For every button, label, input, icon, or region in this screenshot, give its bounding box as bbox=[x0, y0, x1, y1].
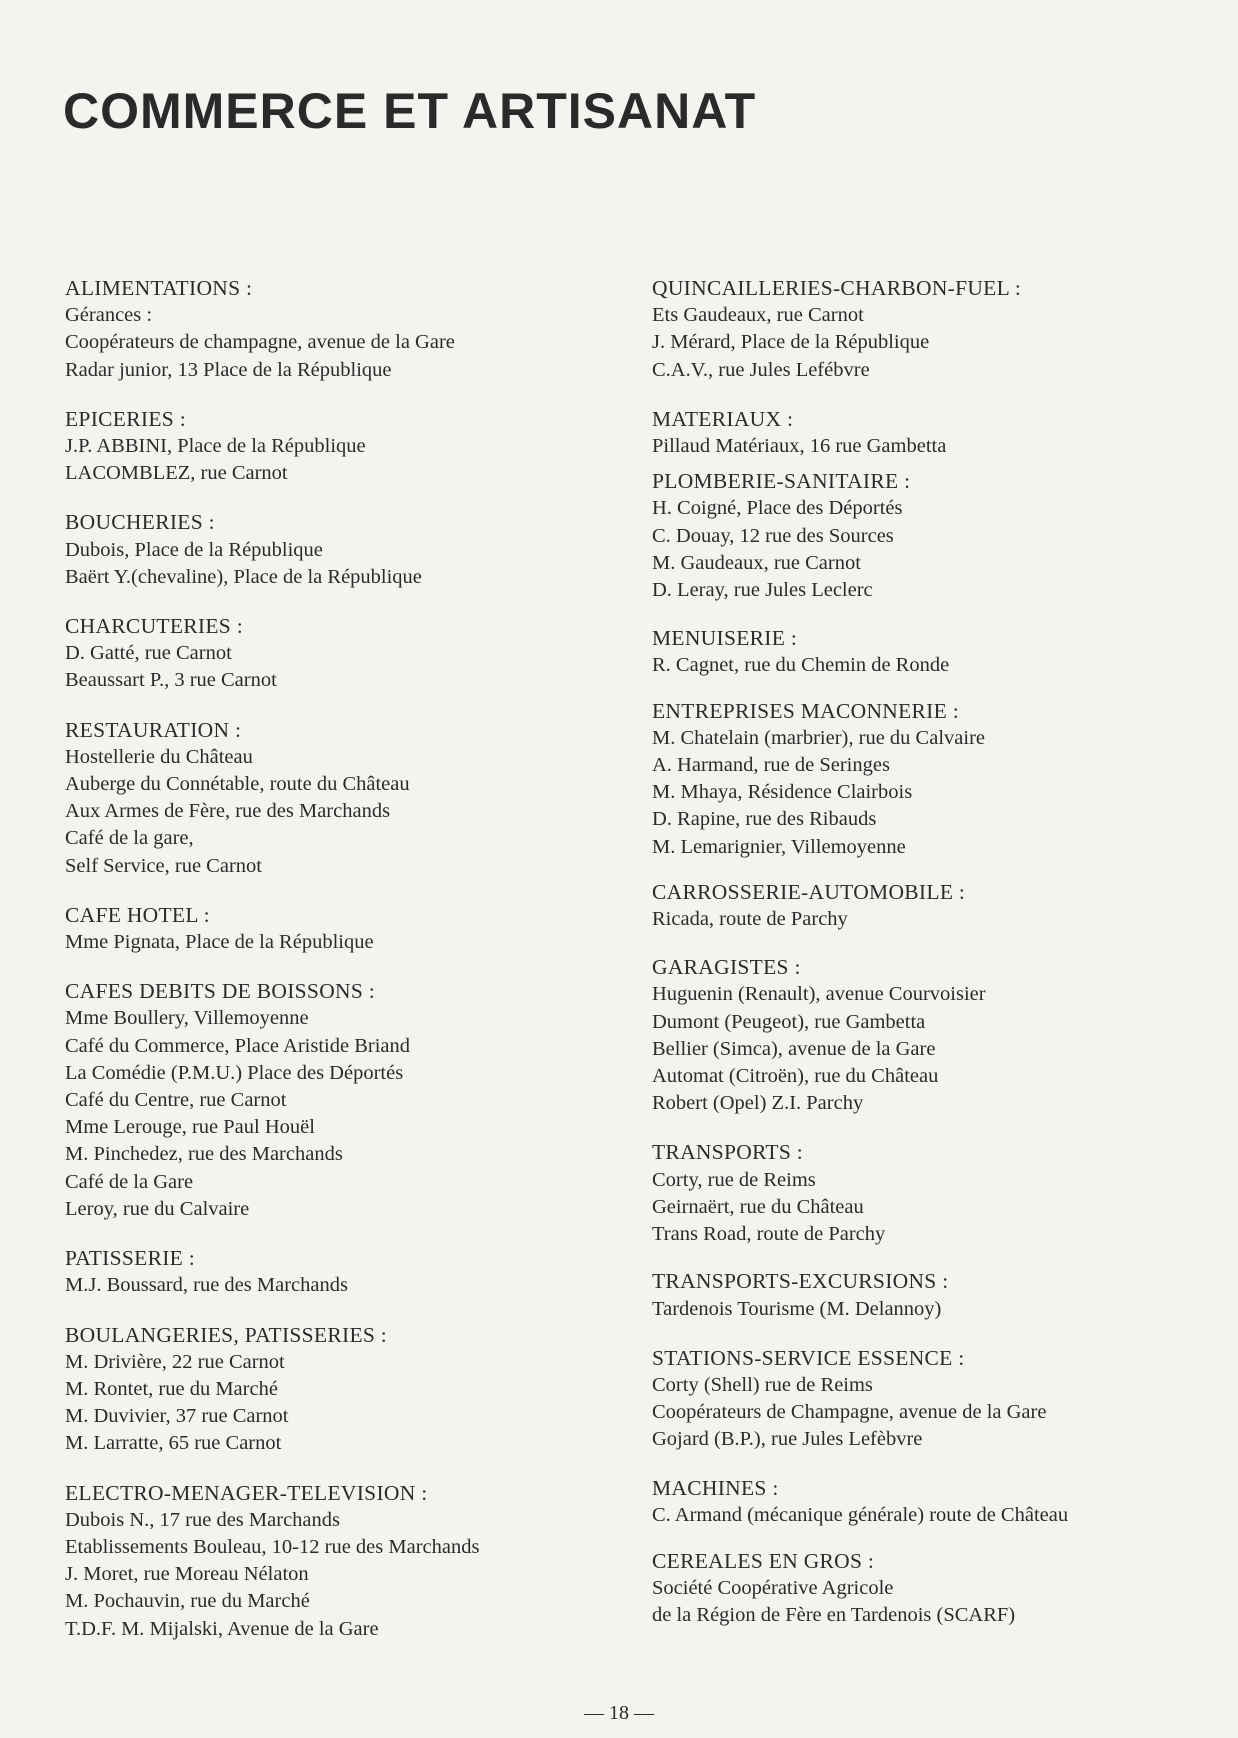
section-heading: PLOMBERIE-SANITAIRE : bbox=[652, 469, 911, 494]
list-item: de la Région de Fère en Tardenois (SCARF) bbox=[652, 1604, 1016, 1627]
list-item: Auberge du Connétable, route du Château bbox=[65, 773, 410, 796]
section-heading: GARAGISTES : bbox=[652, 955, 801, 980]
left-column bbox=[65, 275, 625, 1643]
list-item: M.J. Boussard, rue des Marchands bbox=[65, 1274, 348, 1297]
section-heading: MATERIAUX : bbox=[652, 406, 794, 431]
list-item: Société Coopérative Agricole bbox=[652, 1577, 894, 1600]
section-heading: ALIMENTATIONS : bbox=[65, 276, 253, 300]
list-item: A. Harmand, rue de Seringes bbox=[652, 754, 890, 777]
list-item: Café de la gare, bbox=[65, 827, 194, 850]
section bbox=[652, 625, 1212, 679]
list-item: Coopérateurs de champagne, avenue de la Gare bbox=[65, 331, 455, 354]
section-heading: RESTAURATION : bbox=[65, 717, 242, 742]
section bbox=[65, 902, 625, 956]
list-item: M. Gaudeaux, rue Carnot bbox=[652, 551, 861, 574]
section bbox=[652, 1139, 1212, 1248]
list-item: Huguenin (Renault), avenue Courvoisier bbox=[652, 983, 986, 1006]
section-heading: ENTREPRISES MACONNERIE : bbox=[652, 698, 960, 723]
section-heading: CHARCUTERIES : bbox=[65, 614, 244, 639]
list-item: Corty, rue de Reims bbox=[652, 1168, 816, 1191]
section bbox=[652, 879, 1212, 933]
list-item: J.P. ABBINI, Place de la République bbox=[65, 435, 366, 458]
list-item: M. Lemarignier, Villemoyenne bbox=[652, 835, 906, 858]
list-item: Self Service, rue Carnot bbox=[65, 854, 262, 877]
section-heading: PATISSERIE : bbox=[65, 1246, 196, 1271]
page-number: — 18 — bbox=[584, 1702, 654, 1724]
list-item: J. Moret, rue Moreau Nélaton bbox=[65, 1563, 309, 1586]
list-item: Ets Gaudeaux, rue Carnot bbox=[652, 304, 864, 327]
section bbox=[65, 1480, 625, 1643]
list-item: M. Drivière, 22 rue Carnot bbox=[65, 1350, 285, 1373]
list-item: M. Chatelain (marbrier), rue du Calvaire bbox=[652, 726, 985, 749]
section-heading: TRANSPORTS-EXCURSIONS : bbox=[652, 1269, 949, 1294]
list-item: T.D.F. M. Mijalski, Avenue de la Gare bbox=[65, 1617, 379, 1640]
section-heading: BOULANGERIES, PATISSERIES : bbox=[65, 1322, 388, 1347]
list-item: M. Pochauvin, rue du Marché bbox=[65, 1590, 310, 1613]
list-item: Gojard (B.P.), rue Jules Lefèbvre bbox=[652, 1428, 923, 1451]
list-item: Corty (Shell) rue de Reims bbox=[652, 1373, 873, 1396]
list-item: C.A.V., rue Jules Lefébvre bbox=[652, 358, 870, 381]
list-item: Coopérateurs de Champagne, avenue de la Gare bbox=[652, 1401, 1047, 1424]
list-item: Geirnaërt, rue du Château bbox=[652, 1195, 864, 1218]
list-item: M. Mhaya, Résidence Clairbois bbox=[652, 781, 913, 804]
section-heading: CAFES DEBITS DE BOISSONS : bbox=[65, 979, 376, 1004]
list-item: Mme Lerouge, rue Paul Houël bbox=[65, 1116, 315, 1139]
section-heading: ELECTRO-MENAGER-TELEVISION : bbox=[65, 1480, 428, 1505]
list-item: Dumont (Peugeot), rue Gambetta bbox=[652, 1010, 926, 1033]
page-title: COMMERCE ET ARTISANAT bbox=[63, 83, 757, 139]
section bbox=[65, 978, 625, 1223]
section bbox=[65, 717, 625, 880]
list-item: Gérances : bbox=[65, 304, 153, 327]
list-item: Radar junior, 13 Place de la République bbox=[65, 358, 392, 381]
section-heading: MACHINES : bbox=[652, 1475, 779, 1500]
list-item: R. Cagnet, rue du Chemin de Ronde bbox=[652, 654, 950, 677]
list-item: Leroy, rue du Calvaire bbox=[65, 1197, 250, 1220]
section bbox=[652, 698, 1212, 861]
section bbox=[652, 406, 1212, 460]
section-heading: QUINCAILLERIES-CHARBON-FUEL : bbox=[652, 276, 1022, 300]
list-item: La Comédie (P.M.U.) Place des Déportés bbox=[65, 1061, 404, 1084]
list-item: Ricada, route de Parchy bbox=[652, 908, 848, 931]
section bbox=[65, 613, 625, 695]
list-item: M. Duvivier, 37 rue Carnot bbox=[65, 1405, 289, 1428]
section bbox=[652, 468, 1212, 604]
section-heading: CARROSSERIE-AUTOMOBILE : bbox=[652, 879, 966, 904]
list-item: Café du Commerce, Place Aristide Briand bbox=[65, 1034, 410, 1057]
section-heading: STATIONS-SERVICE ESSENCE : bbox=[652, 1345, 965, 1370]
list-item: Robert (Opel) Z.I. Parchy bbox=[652, 1092, 864, 1115]
list-item: C. Douay, 12 rue des Sources bbox=[652, 524, 894, 547]
section bbox=[652, 1548, 1212, 1630]
list-item: Etablissements Bouleau, 10-12 rue des Marchands bbox=[65, 1535, 480, 1558]
section-heading: EPICERIES : bbox=[65, 406, 186, 431]
list-item: D. Leray, rue Jules Leclerc bbox=[652, 579, 873, 602]
list-item: Baërt Y.(chevaline), Place de la République bbox=[65, 565, 422, 588]
list-item: Café de la Gare bbox=[65, 1170, 194, 1193]
list-item: Tardenois Tourisme (M. Delannoy) bbox=[652, 1297, 942, 1320]
section bbox=[652, 275, 1212, 384]
section bbox=[652, 954, 1212, 1117]
list-item: Aux Armes de Fère, rue des Marchands bbox=[65, 800, 391, 823]
list-item: M. Larratte, 65 rue Carnot bbox=[65, 1432, 282, 1455]
list-item: C. Armand (mécanique générale) route de Château bbox=[652, 1503, 1069, 1526]
list-item: Hostellerie du Château bbox=[65, 745, 253, 768]
list-item: Beaussart P., 3 rue Carnot bbox=[65, 669, 277, 692]
list-item: Automat (Citroën), rue du Château bbox=[652, 1065, 939, 1088]
section bbox=[652, 1268, 1212, 1322]
list-item: Trans Road, route de Parchy bbox=[652, 1223, 886, 1246]
section bbox=[652, 1475, 1212, 1529]
section bbox=[65, 509, 625, 591]
section bbox=[65, 1322, 625, 1458]
list-item: LACOMBLEZ, rue Carnot bbox=[65, 462, 288, 485]
list-item: D. Rapine, rue des Ribauds bbox=[652, 808, 877, 831]
section-heading: BOUCHERIES : bbox=[65, 510, 215, 535]
section bbox=[65, 275, 625, 384]
right-column bbox=[652, 275, 1212, 1630]
list-item: Mme Pignata, Place de la République bbox=[65, 931, 374, 954]
section bbox=[65, 406, 625, 488]
section-heading: TRANSPORTS : bbox=[652, 1140, 804, 1165]
section-heading: MENUISERIE : bbox=[652, 626, 798, 651]
section-heading: CAFE HOTEL : bbox=[65, 902, 210, 927]
section bbox=[652, 1345, 1212, 1454]
list-item: Dubois, Place de la République bbox=[65, 538, 323, 561]
list-item: H. Coigné, Place des Déportés bbox=[652, 497, 903, 520]
section bbox=[65, 1245, 625, 1299]
list-item: Dubois N., 17 rue des Marchands bbox=[65, 1508, 340, 1531]
section-heading: CEREALES EN GROS : bbox=[652, 1548, 875, 1573]
list-item: Mme Boullery, Villemoyenne bbox=[65, 1007, 309, 1030]
list-item: Bellier (Simca), avenue de la Gare bbox=[652, 1037, 936, 1060]
list-item: D. Gatté, rue Carnot bbox=[65, 642, 232, 665]
list-item: Café du Centre, rue Carnot bbox=[65, 1089, 287, 1112]
list-item: M. Pinchedez, rue des Marchands bbox=[65, 1143, 343, 1166]
list-item: J. Mérard, Place de la République bbox=[652, 331, 930, 354]
list-item: Pillaud Matériaux, 16 rue Gambetta bbox=[652, 435, 947, 458]
list-item: M. Rontet, rue du Marché bbox=[65, 1377, 278, 1400]
